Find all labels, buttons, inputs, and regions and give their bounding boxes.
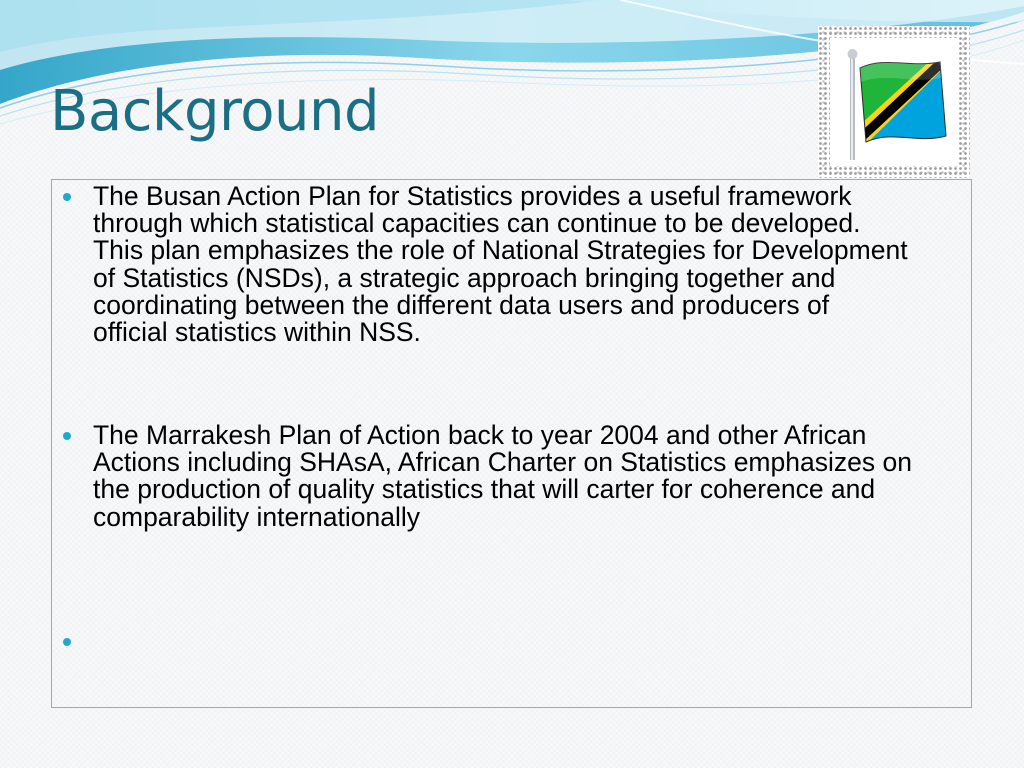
slide-title: Background bbox=[50, 79, 380, 144]
bullet-item bbox=[52, 422, 973, 542]
content-placeholder bbox=[51, 179, 972, 708]
flag-picture-frame bbox=[818, 26, 970, 178]
bullet-icon bbox=[63, 432, 71, 440]
tanzania-flag-icon bbox=[830, 38, 958, 166]
bullet-icon bbox=[63, 193, 71, 201]
bullet-text: The Busan Action Plan for Statistics provides a useful framework through which statistical capacities can continue to be developed. This plan emphasizes the role of National Strategies for Development of Statistics (NSDs), a strategic approach bringing together and coordinating between the different data users and producers of official statistics within NSS. bbox=[93, 181, 908, 348]
bullet-icon bbox=[63, 638, 71, 646]
bullet-item bbox=[52, 181, 973, 348]
bullet-text: The Marrakesh Plan of Action back to year 2004 and other African Actions including SHAsA, African Charter on Statistics emphasizes on the production of quality statistics that will carter for coherence and comparability internationally bbox=[93, 420, 912, 532]
flag-image bbox=[830, 38, 958, 166]
bullet-item-empty bbox=[52, 628, 973, 748]
